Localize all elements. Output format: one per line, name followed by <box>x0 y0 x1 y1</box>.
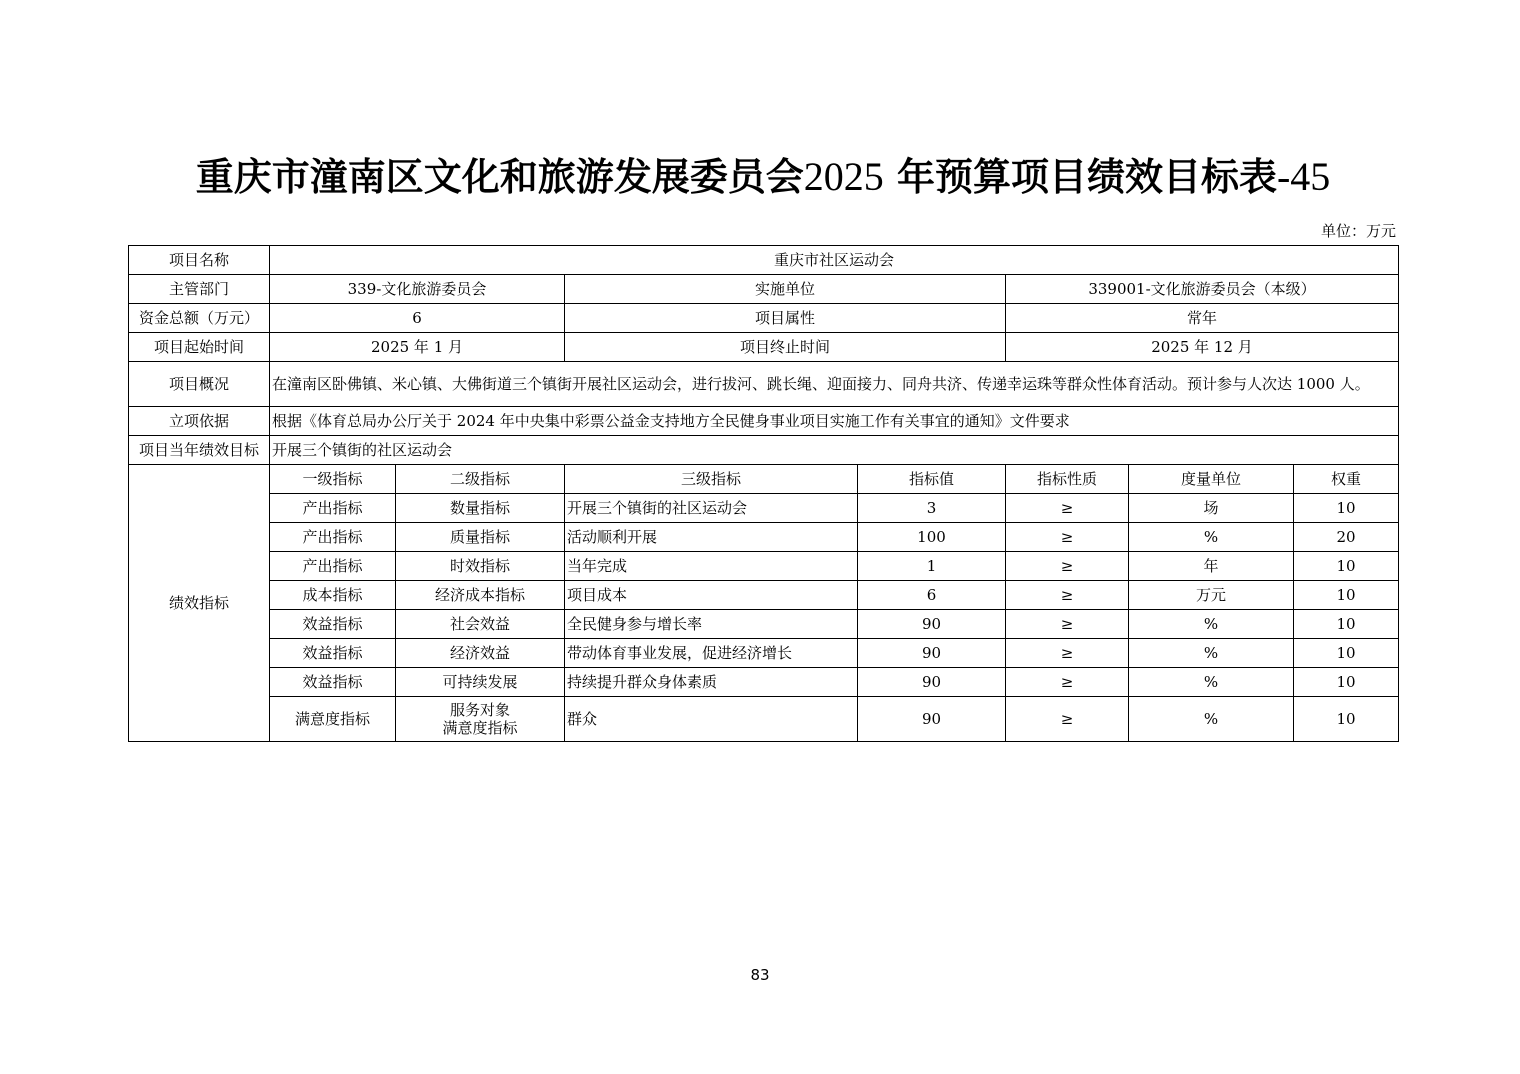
start-label: 项目起始时间 <box>129 333 270 362</box>
indicator-weight: 10 <box>1294 610 1399 639</box>
perf-header-unit: 度量单位 <box>1129 465 1294 494</box>
budget-performance-table <box>128 245 1399 742</box>
indicator-l1: 效益指标 <box>270 610 396 639</box>
indicator-weight: 10 <box>1294 494 1399 523</box>
table-row <box>129 697 1399 742</box>
indicator-unit: % <box>1129 610 1294 639</box>
table-row <box>129 581 1399 610</box>
indicator-value: 1 <box>858 552 1006 581</box>
indicator-unit: % <box>1129 697 1294 742</box>
row-time <box>129 333 1399 362</box>
indicator-value: 3 <box>858 494 1006 523</box>
indicator-l2-line1: 服务对象 <box>449 701 510 719</box>
indicator-l2: 时效指标 <box>396 552 565 581</box>
overview-value: 在潼南区卧佛镇、米心镇、大佛街道三个镇街开展社区运动会，进行拔河、跳长绳、迎面接力、同舟共济、传递幸运珠等群众性体育活动。预计参与人次达 1000 人。 <box>270 362 1399 407</box>
indicator-value: 100 <box>858 523 1006 552</box>
fund-label: 资金总额（万元） <box>129 304 270 333</box>
indicator-unit: % <box>1129 523 1294 552</box>
table-row <box>129 523 1399 552</box>
goal-label: 项目当年绩效目标 <box>129 436 270 465</box>
title-year: 2025 <box>803 154 884 199</box>
row-department <box>129 275 1399 304</box>
row-basis <box>129 407 1399 436</box>
indicator-l3: 开展三个镇街的社区运动会 <box>565 494 858 523</box>
indicator-unit: 万元 <box>1129 581 1294 610</box>
indicator-l2: 质量指标 <box>396 523 565 552</box>
indicator-weight: 10 <box>1294 697 1399 742</box>
attr-value: 常年 <box>1006 304 1399 333</box>
indicator-l2-line2: 满意度指标 <box>442 719 518 737</box>
indicator-l1: 产出指标 <box>270 552 396 581</box>
project-name-value: 重庆市社区运动会 <box>270 246 1399 275</box>
title-suffix: -45 <box>1276 154 1331 199</box>
indicator-l3: 项目成本 <box>565 581 858 610</box>
indicator-value: 6 <box>858 581 1006 610</box>
basis-label: 立项依据 <box>129 407 270 436</box>
table-row <box>129 494 1399 523</box>
indicator-l2: 可持续发展 <box>396 668 565 697</box>
indicator-nature: ≥ <box>1006 552 1129 581</box>
indicator-l2: 社会效益 <box>396 610 565 639</box>
fund-value: 6 <box>270 304 565 333</box>
indicator-l1: 效益指标 <box>270 639 396 668</box>
indicator-weight: 10 <box>1294 668 1399 697</box>
perf-header-l3: 三级指标 <box>565 465 858 494</box>
indicator-weight: 10 <box>1294 552 1399 581</box>
indicator-l1: 产出指标 <box>270 494 396 523</box>
basis-value: 根据《体育总局办公厅关于 2024 年中央集中彩票公益金支持地方全民健身事业项目实施工作有关事宜的通知》文件要求 <box>270 407 1399 436</box>
indicator-l1: 满意度指标 <box>270 697 396 742</box>
perf-header-l2: 二级指标 <box>396 465 565 494</box>
indicator-l3: 群众 <box>565 697 858 742</box>
indicator-unit: % <box>1129 668 1294 697</box>
perf-header-weight: 权重 <box>1294 465 1399 494</box>
indicator-nature: ≥ <box>1006 639 1129 668</box>
indicator-l3: 活动顺利开展 <box>565 523 858 552</box>
start-value: 2025 年 1 月 <box>270 333 565 362</box>
table-row <box>129 552 1399 581</box>
row-goal <box>129 436 1399 465</box>
impl-value: 339001-文化旅游委员会（本级） <box>1006 275 1399 304</box>
indicator-unit: % <box>1129 639 1294 668</box>
indicator-l2: 经济效益 <box>396 639 565 668</box>
indicator-l2 <box>396 697 565 742</box>
indicator-l3: 当年完成 <box>565 552 858 581</box>
indicator-l1: 产出指标 <box>270 523 396 552</box>
title-part2: 年预算项目绩效目标表 <box>896 154 1277 199</box>
perf-label: 绩效指标 <box>129 465 270 742</box>
indicator-nature: ≥ <box>1006 581 1129 610</box>
indicator-value: 90 <box>858 668 1006 697</box>
indicator-l3: 带动体育事业发展，促进经济增长 <box>565 639 858 668</box>
project-name-label: 项目名称 <box>129 246 270 275</box>
unit-label: 单位：万元 <box>1320 222 1396 240</box>
indicator-value: 90 <box>858 639 1006 668</box>
dept-label: 主管部门 <box>129 275 270 304</box>
dept-value: 339-文化旅游委员会 <box>270 275 565 304</box>
indicator-l1: 成本指标 <box>270 581 396 610</box>
indicator-value: 90 <box>858 697 1006 742</box>
title-part1: 重庆市潼南区文化和旅游发展委员会 <box>195 154 804 199</box>
table-row <box>129 639 1399 668</box>
end-value: 2025 年 12 月 <box>1006 333 1399 362</box>
impl-label: 实施单位 <box>565 275 1006 304</box>
indicator-value: 90 <box>858 610 1006 639</box>
indicator-nature: ≥ <box>1006 610 1129 639</box>
indicator-l1: 效益指标 <box>270 668 396 697</box>
perf-header-nature: 指标性质 <box>1006 465 1129 494</box>
indicator-weight: 10 <box>1294 581 1399 610</box>
indicator-nature: ≥ <box>1006 523 1129 552</box>
table-row <box>129 668 1399 697</box>
indicator-l2: 经济成本指标 <box>396 581 565 610</box>
row-project-name <box>129 246 1399 275</box>
perf-header-value: 指标值 <box>858 465 1006 494</box>
end-label: 项目终止时间 <box>565 333 1006 362</box>
indicator-weight: 20 <box>1294 523 1399 552</box>
indicator-l3: 全民健身参与增长率 <box>565 610 858 639</box>
indicator-nature: ≥ <box>1006 668 1129 697</box>
overview-label: 项目概况 <box>129 362 270 407</box>
indicator-weight: 10 <box>1294 639 1399 668</box>
page-title <box>0 146 1520 201</box>
indicator-unit: 场 <box>1129 494 1294 523</box>
indicator-l2: 数量指标 <box>396 494 565 523</box>
perf-header-l1: 一级指标 <box>270 465 396 494</box>
indicator-nature: ≥ <box>1006 697 1129 742</box>
indicator-nature: ≥ <box>1006 494 1129 523</box>
indicator-l3: 持续提升群众身体素质 <box>565 668 858 697</box>
perf-header-row <box>129 465 1399 494</box>
page-number: 83 <box>750 966 770 984</box>
indicator-unit: 年 <box>1129 552 1294 581</box>
attr-label: 项目属性 <box>565 304 1006 333</box>
row-overview <box>129 362 1399 407</box>
row-fund <box>129 304 1399 333</box>
table-row <box>129 610 1399 639</box>
goal-value: 开展三个镇街的社区运动会 <box>270 436 1399 465</box>
